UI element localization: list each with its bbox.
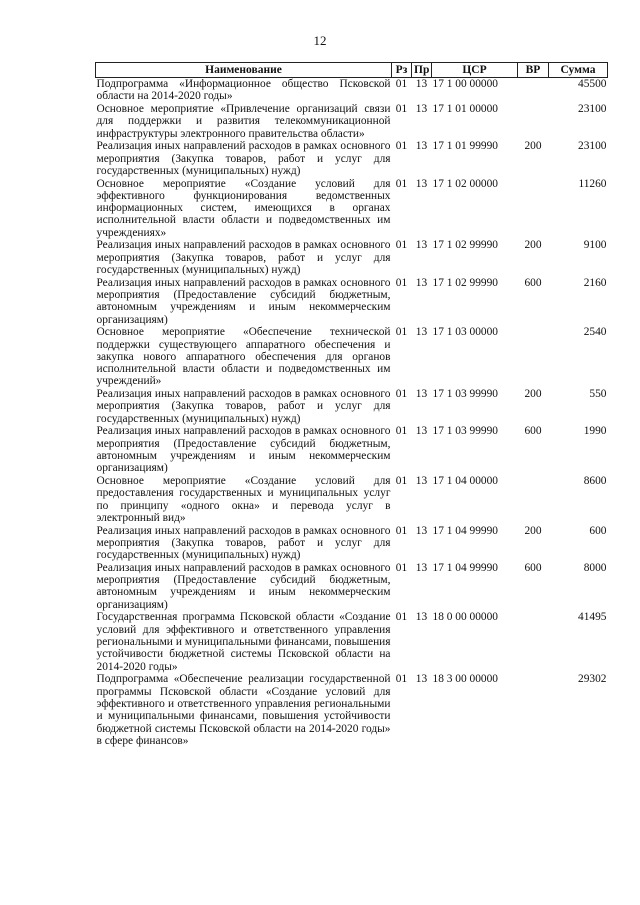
row-name: Реализация иных направлений расходов в рамках основного мероприятия (Закупка товаров, работ и услуг для государственных (муниципальных) нужд): [96, 388, 391, 425]
row-pr: 13: [415, 102, 428, 115]
header-sum: Сумма: [549, 63, 608, 78]
row-rz: 01: [395, 425, 408, 438]
row-vr: 200: [524, 140, 542, 153]
row-vr: 600: [524, 425, 542, 438]
row-rz: 01: [395, 524, 408, 537]
row-csr: 17 1 02 99990: [432, 239, 498, 252]
row-csr: 17 1 01 00000: [432, 102, 498, 115]
row-pr: 13: [415, 425, 428, 438]
row-csr: 17 1 04 99990: [432, 524, 498, 537]
row-csr: 17 1 02 99990: [432, 276, 498, 289]
row-name: Подпрограмма «Обеспечение реализации государственной программы Псковской области «Создание условий для эффективного и ответственного управления региональными и муниципальными финансами, повышения устойчивости бюджетной системы Псковской области на 2014-2020 годы» в сфере финансов»: [96, 673, 391, 747]
header-vr: ВР: [518, 63, 549, 78]
row-sum: 8000: [583, 561, 607, 574]
row-rz: 01: [395, 561, 408, 574]
row-name: Реализация иных направлений расходов в рамках основного мероприятия (Предоставление субсидий бюджетным, автономным учреждениям и иным некоммерческим организациям): [96, 276, 391, 326]
row-vr: 200: [524, 524, 542, 537]
row-rz: 01: [395, 326, 408, 339]
row-name: Основное мероприятие «Создание условий для предоставления государственных и муниципальных услуг по принципу «одного окна» и перевода услуг в электронный вид»: [96, 475, 391, 524]
table-row: [96, 673, 608, 747]
row-sum: 11260: [578, 177, 607, 190]
row-pr: 13: [415, 276, 428, 289]
row-pr: 13: [415, 561, 428, 574]
header-name: Наименование: [96, 63, 392, 78]
row-vr: [518, 178, 549, 240]
table-row: [96, 611, 608, 673]
row-vr: 200: [524, 388, 542, 401]
row-rz: 01: [395, 388, 408, 401]
row-pr: 13: [415, 140, 428, 153]
row-rz: 01: [395, 239, 408, 252]
header-pr: Пр: [412, 63, 432, 78]
row-name: Основное мероприятие «Привлечение организаций связи для поддержки и развития телекоммуникационной инфраструктуры электронного правительства области»: [96, 102, 391, 140]
row-pr: 13: [415, 475, 428, 488]
row-pr: 13: [415, 326, 428, 339]
row-vr: [518, 103, 549, 140]
table-header-row: [96, 63, 608, 78]
row-name: Реализация иных направлений расходов в рамках основного мероприятия (Предоставление субсидий бюджетным, автономным учреждениям и иным некоммерческим организациям): [96, 561, 391, 611]
row-vr: [518, 475, 549, 525]
row-name: Основное мероприятие «Обеспечение технической поддержки существующего аппаратного обеспечения и закупка нового аппаратного обеспечения для органов исполнительной власти области и подведомственных им учреждений»: [96, 326, 391, 388]
page-number: 12: [313, 33, 327, 48]
table-row: [96, 103, 608, 140]
row-vr: [518, 78, 549, 103]
row-name: Реализация иных направлений расходов в рамках основного мероприятия (Закупка товаров, работ и услуг для государственных (муниципальных) нужд): [96, 140, 391, 177]
row-rz: 01: [395, 177, 408, 190]
row-csr: 17 1 03 00000: [432, 326, 498, 339]
table-row: [96, 277, 608, 327]
row-vr: [518, 326, 549, 388]
budget-table: [95, 62, 608, 748]
row-name: Реализация иных направлений расходов в рамках основного мероприятия (Закупка товаров, работ и услуг для государственных (муниципальных) нужд): [96, 524, 391, 562]
row-pr: 13: [415, 78, 428, 90]
row-sum: 23100: [578, 140, 607, 153]
row-sum: 9100: [583, 239, 607, 252]
row-vr: 600: [524, 276, 542, 289]
row-name: Реализация иных направлений расходов в рамках основного мероприятия (Предоставление субсидий бюджетным, автономным учреждениям и иным некоммерческим организациям): [96, 425, 391, 475]
row-rz: 01: [395, 102, 408, 115]
row-csr: 17 1 04 00000: [432, 475, 498, 488]
row-sum: 2540: [583, 326, 607, 339]
row-rz: 01: [395, 611, 408, 624]
table-row: [96, 475, 608, 525]
row-csr: 18 3 00 00000: [432, 673, 498, 686]
row-vr: 600: [524, 561, 542, 574]
row-name: Реализация иных направлений расходов в рамках основного мероприятия (Закупка товаров, работ и услуг для государственных (муниципальных) нужд): [96, 239, 391, 277]
table-row: [96, 178, 608, 240]
table-row: [96, 562, 608, 612]
row-rz: 01: [395, 140, 408, 153]
row-pr: 13: [415, 177, 428, 190]
row-vr: 200: [524, 239, 542, 252]
table-row: [96, 388, 608, 425]
row-name: Государственная программа Псковской области «Создание условий для эффективного и ответственного управления региональными и муниципальными финансами, повышения устойчивости бюджетной системы Псковской области на 2014-2020 годы»: [96, 611, 391, 673]
table-row: [96, 525, 608, 562]
row-pr: 13: [415, 388, 428, 401]
header-rz: Рз: [392, 63, 412, 78]
table-row: [96, 239, 608, 276]
row-pr: 13: [415, 673, 428, 686]
row-name: Основное мероприятие «Создание условий для эффективного функционирования ведомственных информационных систем, имеющихся в органах исполнительной власти области и подведомственных им учреждениях»: [96, 177, 391, 239]
row-pr: 13: [415, 611, 428, 624]
row-csr: 18 0 00 00000: [432, 611, 498, 624]
table-row: [96, 140, 608, 177]
row-sum: 550: [589, 388, 607, 401]
row-sum: 29302: [578, 673, 607, 686]
row-sum: 600: [589, 524, 607, 537]
row-sum: 2160: [583, 276, 607, 289]
row-rz: 01: [395, 276, 408, 289]
row-sum: 1990: [583, 425, 607, 438]
table-row: [96, 78, 608, 103]
row-csr: 17 1 04 99990: [432, 561, 498, 574]
row-sum: 41495: [578, 611, 607, 624]
row-vr: [518, 611, 549, 673]
row-rz: 01: [395, 475, 408, 488]
row-pr: 13: [415, 524, 428, 537]
row-sum: 8600: [583, 475, 607, 488]
row-rz: 01: [395, 673, 408, 686]
row-csr: 17 1 03 99990: [432, 388, 498, 401]
row-sum: 23100: [578, 102, 607, 115]
row-csr: 17 1 03 99990: [432, 425, 498, 438]
row-vr: [518, 673, 549, 747]
row-csr: 17 1 00 00000: [432, 78, 498, 90]
table-row: [96, 326, 608, 388]
row-name: Подпрограмма «Информационное общество Псковской области на 2014-2020 годы»: [96, 78, 391, 103]
header-csr: ЦСР: [432, 63, 518, 78]
row-pr: 13: [415, 239, 428, 252]
table-row: [96, 425, 608, 475]
row-csr: 17 1 02 00000: [432, 177, 498, 190]
row-csr: 17 1 01 99990: [432, 140, 498, 153]
row-sum: 45500: [578, 78, 607, 90]
row-rz: 01: [395, 78, 408, 90]
